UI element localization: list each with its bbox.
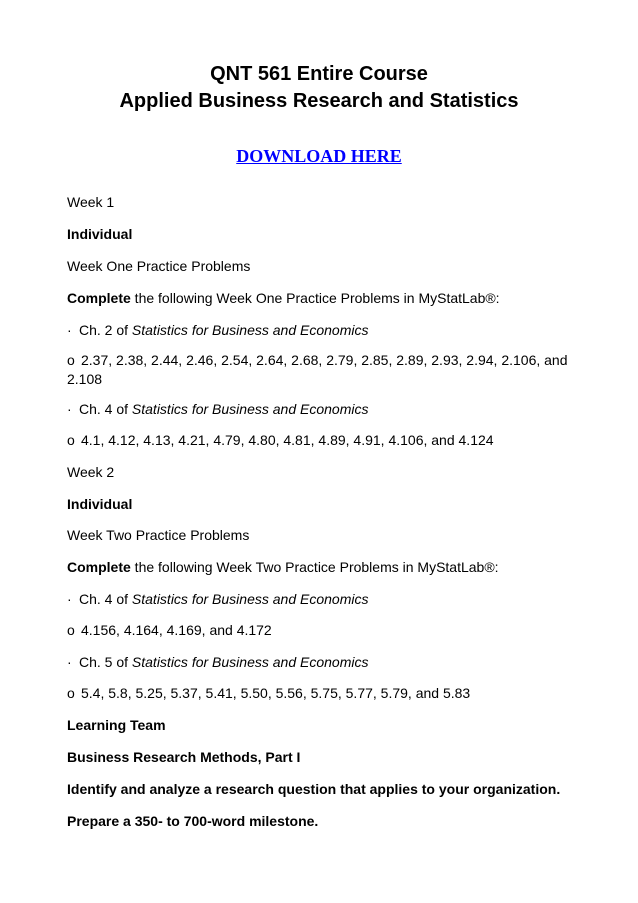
week1-ch4-item — [67, 400, 597, 419]
sub-bullet-marker: o — [67, 352, 75, 368]
bullet-marker: · — [67, 401, 72, 417]
week2-ch5-problems — [67, 684, 597, 703]
week1-ch4-prefix: Ch. 4 of — [79, 401, 132, 417]
week1-type: Individual — [67, 226, 133, 242]
sub-bullet-marker: o — [67, 622, 75, 638]
week1-instruction — [67, 289, 597, 308]
project-title: Business Research Methods, Part I — [67, 749, 301, 765]
bullet-marker: · — [67, 322, 72, 338]
project-requirement: Prepare a 350- to 700-word milestone. — [67, 813, 319, 829]
week2-instruction — [67, 558, 597, 577]
bullet-marker: · — [67, 591, 72, 607]
week1-ch2-problem-list: 2.37, 2.38, 2.44, 2.46, 2.54, 2.64, 2.68, 2.79, 2.85, 2.89, 2.93, 2.94, 2.106, and 2.108 — [67, 352, 568, 387]
week2-ch4-book: Statistics for Business and Economics — [131, 591, 369, 607]
learning-team-heading: Learning Team — [67, 717, 166, 733]
week1-instruction-bold: Complete — [67, 290, 131, 306]
week2-ch4-problems — [67, 621, 597, 640]
week1-heading: Week 1 — [67, 194, 115, 210]
week2-heading: Week 2 — [67, 464, 115, 480]
week2-instruction-text: the following Week Two Practice Problems in MyStatLab®: — [130, 559, 499, 575]
week2-ch5-item — [67, 653, 597, 672]
week1-ch4-book: Statistics for Business and Economics — [131, 401, 369, 417]
week2-instruction-bold: Complete — [67, 559, 131, 575]
week2-ch5-prefix: Ch. 5 of — [79, 654, 132, 670]
week1-instruction-text: the following Week One Practice Problems in MyStatLab®: — [130, 290, 500, 306]
week1-ch2-item — [67, 321, 597, 340]
week2-ch5-problem-list: 5.4, 5.8, 5.25, 5.37, 5.41, 5.50, 5.56, 5.75, 5.77, 5.79, and 5.83 — [81, 685, 471, 701]
week2-ch4-prefix: Ch. 4 of — [79, 591, 132, 607]
week1-ch2-book: Statistics for Business and Economics — [131, 322, 369, 338]
week1-ch4-problem-list: 4.1, 4.12, 4.13, 4.21, 4.79, 4.80, 4.81, 4.89, 4.91, 4.106, and 4.124 — [81, 432, 494, 448]
week2-ch5-book: Statistics for Business and Economics — [131, 654, 369, 670]
week2-ch4-item — [67, 590, 597, 609]
week1-ch2-prefix: Ch. 2 of — [79, 322, 132, 338]
document-title-line1: QNT 561 Entire Course — [210, 63, 428, 85]
week1-ch4-problems — [67, 431, 597, 450]
week1-assignment: Week One Practice Problems — [67, 258, 251, 274]
week2-type: Individual — [67, 496, 133, 512]
bullet-marker: · — [67, 654, 72, 670]
sub-bullet-marker: o — [67, 685, 75, 701]
week2-assignment: Week Two Practice Problems — [67, 527, 250, 543]
download-link[interactable]: DOWNLOAD HERE — [236, 146, 402, 166]
project-description: Identify and analyze a research question that applies to your organization. — [67, 781, 561, 797]
sub-bullet-marker: o — [67, 432, 75, 448]
week1-ch2-problems — [67, 351, 597, 389]
week2-ch4-problem-list: 4.156, 4.164, 4.169, and 4.172 — [81, 622, 272, 638]
document-title-line2: Applied Business Research and Statistics — [119, 90, 519, 112]
